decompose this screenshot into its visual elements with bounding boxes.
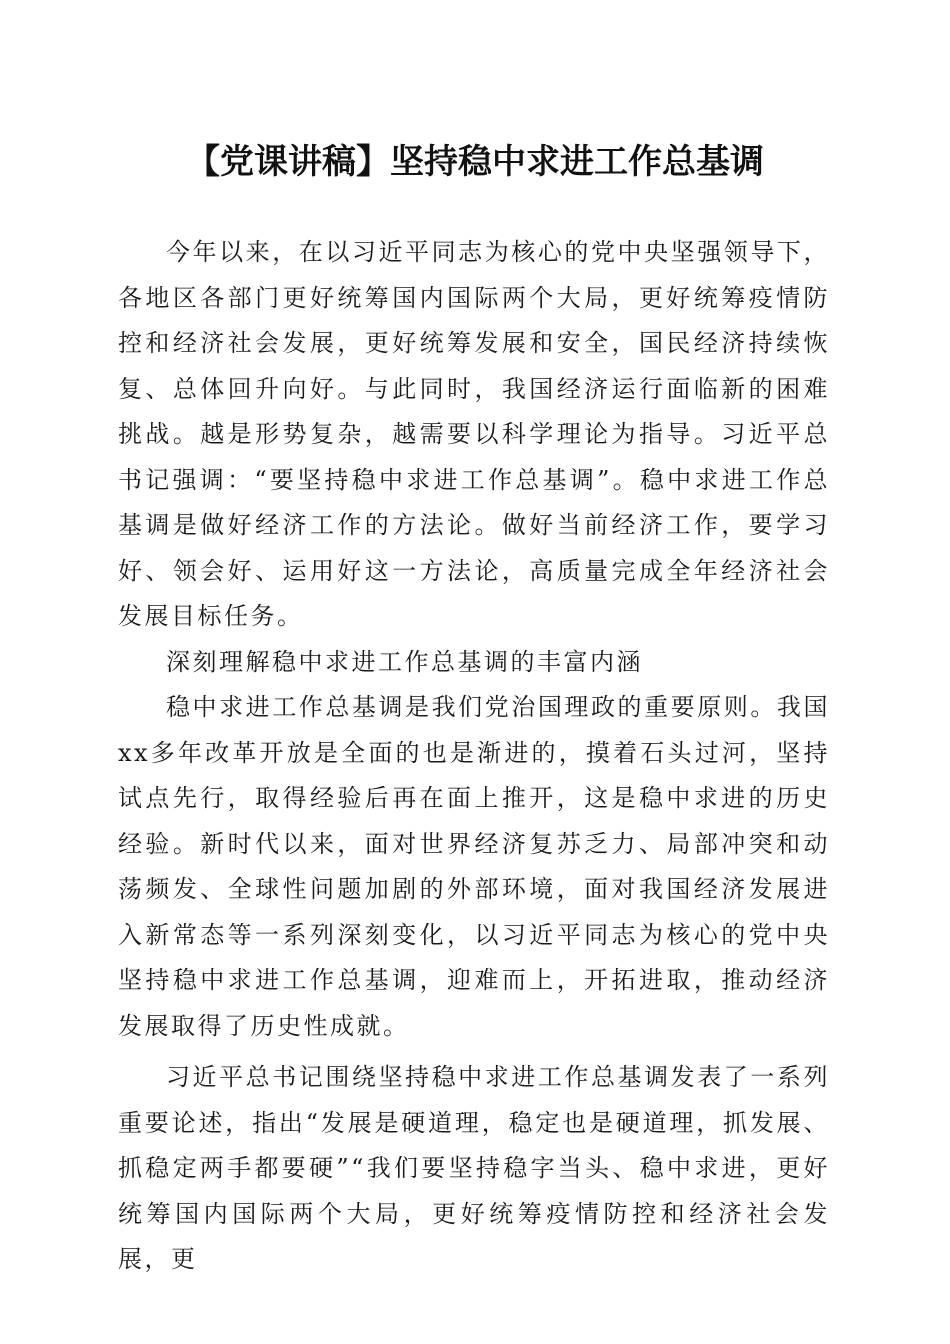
section-heading: 深刻理解稳中求进工作总基调的丰富内涵 (166, 647, 643, 676)
paragraph-remarks: 习近平总书记围绕坚持稳中求进工作总基调发表了一系列重要论述，指出“发展是硬道理，稳定也是硬道理，抓发展、抓稳定两手都要硬”“我们要坚持稳字当头、稳中求进，更好统筹国内国际两个大局，更好统筹疫情防控和经济社会发展，更 (118, 1063, 830, 1273)
paragraph-principle: 稳中求进工作总基调是我们党治国理政的重要原则。我国xx多年改革开放是全面的也是渐进的，摸着石头过河，坚持试点先行，取得经验后再在面上推开，这是稳中求进的历史经验。新时代以来，面对世界经济复苏乏力、局部冲突和动荡频发、全球性问题加剧的外部环境，面对我国经济发展进入新常态等一系列深刻变化，以习近平同志为核心的党中央坚持稳中求进工作总基调，迎难而上，开拓进取，推动经济发展取得了历史性成就。 (118, 693, 830, 1040)
document-body (118, 230, 830, 1283)
paragraph-intro: 今年以来，在以习近平同志为核心的党中央坚强领导下，各地区各部门更好统筹国内国际两个大局，更好统筹疫情防控和经济社会发展，更好统筹发展和安全，国民经济持续恢复、总体回升向好。与此同时，我国经济运行面临新的困难挑战。越是形势复杂，越需要以科学理论为指导。习近平总书记强调：“要坚持稳中求进工作总基调”。稳中求进工作总基调是做好经济工作的方法论。做好当前经济工作，要学习好、领会好、运用好这一方法论，高质量完成全年经济社会发展目标任务。 (118, 238, 830, 630)
document-title: 【党课讲稿】坚持稳中求进工作总基调 (186, 142, 764, 182)
